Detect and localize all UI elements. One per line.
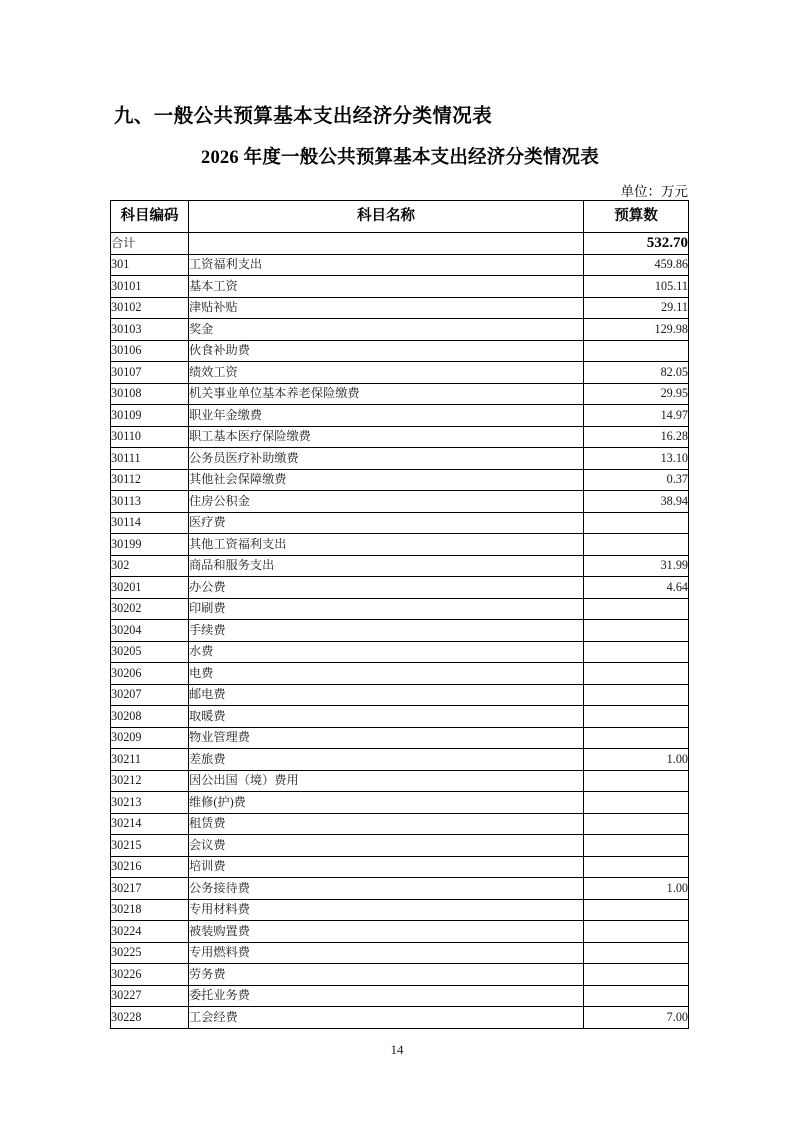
table-row bbox=[111, 426, 689, 448]
cell-subject-code: 30217 bbox=[111, 878, 189, 900]
cell-subject-code: 30208 bbox=[111, 706, 189, 728]
cell-budget-amount bbox=[584, 899, 689, 921]
cell-subject-name: 其他工资福利支出 bbox=[189, 534, 584, 556]
table-row bbox=[111, 1007, 689, 1029]
cell-subject-name: 印刷费 bbox=[189, 598, 584, 620]
table-row bbox=[111, 555, 689, 577]
table-header bbox=[111, 201, 689, 233]
cell-subject-code: 30102 bbox=[111, 297, 189, 319]
table-row bbox=[111, 921, 689, 943]
cell-subject-name: 委托业务费 bbox=[189, 985, 584, 1007]
cell-budget-amount: 4.64 bbox=[584, 577, 689, 599]
cell-budget-amount: 459.86 bbox=[584, 254, 689, 276]
cell-budget-amount bbox=[584, 512, 689, 534]
cell-subject-name: 因公出国（境）费用 bbox=[189, 770, 584, 792]
cell-subject-code: 30111 bbox=[111, 448, 189, 470]
cell-subject-code: 合计 bbox=[111, 233, 189, 255]
cell-subject-name: 基本工资 bbox=[189, 276, 584, 298]
cell-subject-name: 绩效工资 bbox=[189, 362, 584, 384]
table-row bbox=[111, 340, 689, 362]
cell-subject-name: 公务接待费 bbox=[189, 878, 584, 900]
cell-subject-code: 30212 bbox=[111, 770, 189, 792]
table-body bbox=[111, 233, 689, 1029]
cell-budget-amount bbox=[584, 641, 689, 663]
cell-subject-name: 租赁费 bbox=[189, 813, 584, 835]
cell-subject-code: 302 bbox=[111, 555, 189, 577]
table-row bbox=[111, 964, 689, 986]
cell-budget-amount bbox=[584, 813, 689, 835]
cell-subject-name: 被装购置费 bbox=[189, 921, 584, 943]
cell-subject-name: 水费 bbox=[189, 641, 584, 663]
cell-budget-amount bbox=[584, 921, 689, 943]
cell-budget-amount: 29.11 bbox=[584, 297, 689, 319]
cell-subject-code: 30211 bbox=[111, 749, 189, 771]
cell-subject-name: 职业年金缴费 bbox=[189, 405, 584, 427]
cell-subject-code: 30227 bbox=[111, 985, 189, 1007]
cell-subject-code: 30112 bbox=[111, 469, 189, 491]
cell-subject-name: 工会经费 bbox=[189, 1007, 584, 1029]
cell-subject-name: 住房公积金 bbox=[189, 491, 584, 513]
cell-subject-name: 津贴补贴 bbox=[189, 297, 584, 319]
table-row bbox=[111, 942, 689, 964]
table-row bbox=[111, 684, 689, 706]
cell-subject-name: 劳务费 bbox=[189, 964, 584, 986]
table-row bbox=[111, 362, 689, 384]
cell-subject-name: 工资福利支出 bbox=[189, 254, 584, 276]
table-row bbox=[111, 276, 689, 298]
cell-subject-code: 30106 bbox=[111, 340, 189, 362]
cell-subject-code: 30108 bbox=[111, 383, 189, 405]
cell-subject-code: 30228 bbox=[111, 1007, 189, 1029]
cell-budget-amount bbox=[584, 727, 689, 749]
cell-subject-code: 30225 bbox=[111, 942, 189, 964]
cell-subject-code: 30214 bbox=[111, 813, 189, 835]
cell-subject-name: 差旅费 bbox=[189, 749, 584, 771]
cell-subject-code: 30216 bbox=[111, 856, 189, 878]
table-row bbox=[111, 469, 689, 491]
cell-budget-amount: 38.94 bbox=[584, 491, 689, 513]
unit-note: 单位：万元 bbox=[620, 184, 688, 199]
column-header-value: 预算数 bbox=[584, 201, 689, 233]
cell-subject-name: 手续费 bbox=[189, 620, 584, 642]
table-row bbox=[111, 641, 689, 663]
table-row bbox=[111, 985, 689, 1007]
cell-subject-name: 商品和服务支出 bbox=[189, 555, 584, 577]
cell-budget-amount bbox=[584, 684, 689, 706]
cell-subject-code: 30226 bbox=[111, 964, 189, 986]
page-number: 14 bbox=[390, 1042, 404, 1057]
table-row bbox=[111, 319, 689, 341]
cell-subject-code: 30113 bbox=[111, 491, 189, 513]
cell-subject-name: 维修(护)费 bbox=[189, 792, 584, 814]
table-row bbox=[111, 383, 689, 405]
cell-subject-code: 30218 bbox=[111, 899, 189, 921]
table-row bbox=[111, 254, 689, 276]
cell-budget-amount: 31.99 bbox=[584, 555, 689, 577]
cell-subject-name: 其他社会保障缴费 bbox=[189, 469, 584, 491]
table-row bbox=[111, 770, 689, 792]
cell-subject-code: 30224 bbox=[111, 921, 189, 943]
table-row bbox=[111, 706, 689, 728]
cell-budget-amount: 129.98 bbox=[584, 319, 689, 341]
cell-subject-code: 30201 bbox=[111, 577, 189, 599]
table-row bbox=[111, 835, 689, 857]
cell-subject-name: 培训费 bbox=[189, 856, 584, 878]
cell-budget-amount: 532.70 bbox=[584, 233, 689, 255]
table-row bbox=[111, 792, 689, 814]
cell-subject-name: 物业管理费 bbox=[189, 727, 584, 749]
cell-subject-name: 奖金 bbox=[189, 319, 584, 341]
table-row bbox=[111, 620, 689, 642]
cell-subject-code: 30199 bbox=[111, 534, 189, 556]
table-row bbox=[111, 233, 689, 255]
cell-subject-name: 公务员医疗补助缴费 bbox=[189, 448, 584, 470]
cell-subject-code: 30215 bbox=[111, 835, 189, 857]
cell-budget-amount: 13.10 bbox=[584, 448, 689, 470]
cell-subject-code: 30204 bbox=[111, 620, 189, 642]
cell-subject-code: 30101 bbox=[111, 276, 189, 298]
cell-budget-amount bbox=[584, 620, 689, 642]
cell-subject-name bbox=[189, 233, 584, 255]
table-row bbox=[111, 448, 689, 470]
cell-subject-name: 专用燃料费 bbox=[189, 942, 584, 964]
table-row bbox=[111, 297, 689, 319]
budget-table bbox=[110, 200, 689, 1029]
table-row bbox=[111, 878, 689, 900]
cell-subject-name: 办公费 bbox=[189, 577, 584, 599]
cell-subject-code: 30110 bbox=[111, 426, 189, 448]
cell-subject-code: 30103 bbox=[111, 319, 189, 341]
column-header-name: 科目名称 bbox=[189, 201, 584, 233]
cell-budget-amount bbox=[584, 792, 689, 814]
cell-subject-code: 30205 bbox=[111, 641, 189, 663]
cell-subject-code: 30213 bbox=[111, 792, 189, 814]
table-row bbox=[111, 663, 689, 685]
cell-budget-amount: 1.00 bbox=[584, 749, 689, 771]
table-row bbox=[111, 899, 689, 921]
cell-budget-amount: 0.37 bbox=[584, 469, 689, 491]
cell-subject-name: 专用材料费 bbox=[189, 899, 584, 921]
table-row bbox=[111, 598, 689, 620]
cell-budget-amount: 14.97 bbox=[584, 405, 689, 427]
cell-subject-code: 30207 bbox=[111, 684, 189, 706]
table-row bbox=[111, 491, 689, 513]
cell-budget-amount: 7.00 bbox=[584, 1007, 689, 1029]
cell-subject-name: 邮电费 bbox=[189, 684, 584, 706]
cell-budget-amount bbox=[584, 942, 689, 964]
table-row bbox=[111, 512, 689, 534]
cell-budget-amount bbox=[584, 856, 689, 878]
cell-budget-amount bbox=[584, 534, 689, 556]
cell-subject-name: 伙食补助费 bbox=[189, 340, 584, 362]
cell-budget-amount: 105.11 bbox=[584, 276, 689, 298]
cell-subject-name: 机关事业单位基本养老保险缴费 bbox=[189, 383, 584, 405]
cell-budget-amount bbox=[584, 964, 689, 986]
cell-budget-amount bbox=[584, 706, 689, 728]
cell-subject-code: 301 bbox=[111, 254, 189, 276]
table-row bbox=[111, 727, 689, 749]
cell-subject-name: 会议费 bbox=[189, 835, 584, 857]
table-row bbox=[111, 577, 689, 599]
table-title: 2026 年度一般公共预算基本支出经济分类情况表 bbox=[201, 148, 599, 168]
section-heading: 九、一般公共预算基本支出经济分类情况表 bbox=[114, 105, 493, 127]
cell-budget-amount bbox=[584, 835, 689, 857]
cell-budget-amount bbox=[584, 770, 689, 792]
table-row bbox=[111, 813, 689, 835]
table-row bbox=[111, 405, 689, 427]
table-row bbox=[111, 856, 689, 878]
cell-subject-name: 医疗费 bbox=[189, 512, 584, 534]
cell-budget-amount: 16.28 bbox=[584, 426, 689, 448]
table-header-row bbox=[111, 201, 689, 233]
cell-subject-name: 取暖费 bbox=[189, 706, 584, 728]
cell-subject-code: 30114 bbox=[111, 512, 189, 534]
table-row bbox=[111, 534, 689, 556]
cell-budget-amount bbox=[584, 985, 689, 1007]
cell-subject-name: 电费 bbox=[189, 663, 584, 685]
cell-subject-name: 职工基本医疗保险缴费 bbox=[189, 426, 584, 448]
cell-budget-amount bbox=[584, 598, 689, 620]
cell-budget-amount: 29.95 bbox=[584, 383, 689, 405]
cell-budget-amount: 82.05 bbox=[584, 362, 689, 384]
column-header-code: 科目编码 bbox=[111, 201, 189, 233]
cell-subject-code: 30202 bbox=[111, 598, 189, 620]
cell-subject-code: 30209 bbox=[111, 727, 189, 749]
cell-subject-code: 30206 bbox=[111, 663, 189, 685]
cell-subject-code: 30107 bbox=[111, 362, 189, 384]
table-row bbox=[111, 749, 689, 771]
cell-budget-amount bbox=[584, 663, 689, 685]
cell-budget-amount: 1.00 bbox=[584, 878, 689, 900]
cell-subject-code: 30109 bbox=[111, 405, 189, 427]
cell-budget-amount bbox=[584, 340, 689, 362]
